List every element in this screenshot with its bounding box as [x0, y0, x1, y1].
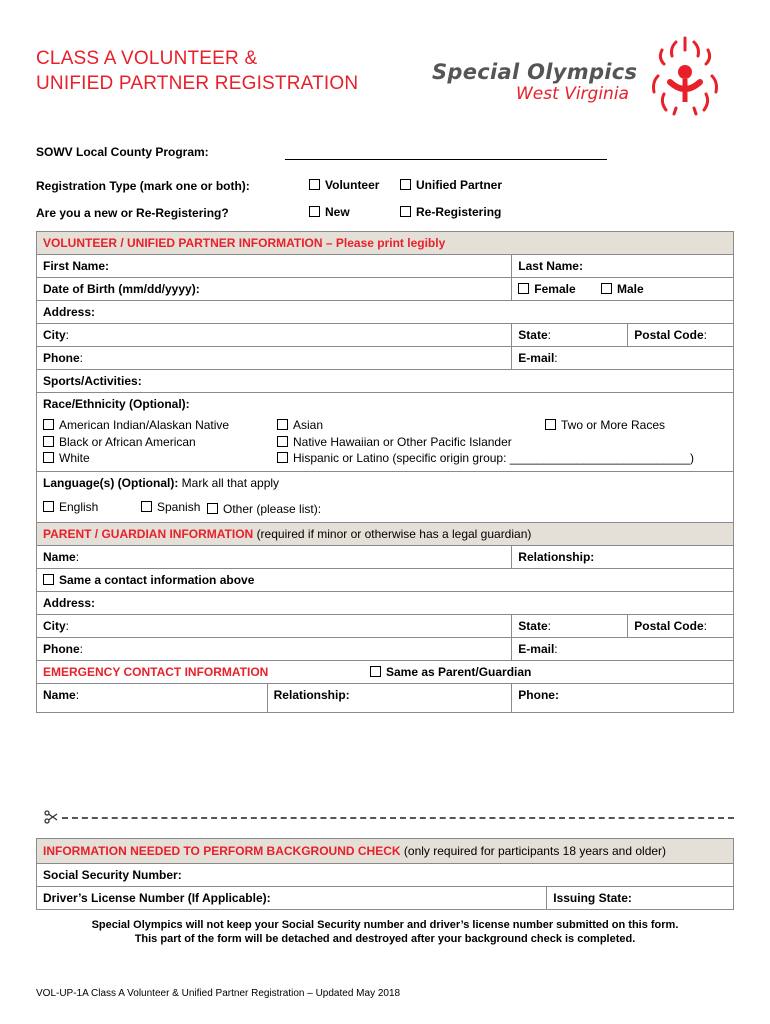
- female-label: Female: [534, 282, 576, 296]
- registration-type-label: Registration Type (mark one or both):: [36, 179, 250, 193]
- male-option[interactable]: [601, 282, 644, 296]
- spanish-label: Spanish: [157, 500, 201, 514]
- same-as-parent-option[interactable]: [385, 661, 734, 684]
- parent-state-postal-row: [512, 615, 734, 638]
- county-program-input[interactable]: [285, 159, 607, 160]
- parent-city-field[interactable]: City:: [37, 615, 512, 638]
- checkbox[interactable]: [545, 419, 556, 430]
- dob-field[interactable]: [37, 278, 512, 301]
- privacy-notice-line-1: Special Olympics will not keep your Social Security number and driver’s license number submitted on this form.: [91, 919, 679, 931]
- background-check-table: [36, 838, 734, 910]
- special-olympics-emblem-icon: [650, 36, 720, 116]
- race-ethnicity-section: [37, 393, 734, 472]
- male-label: Male: [616, 282, 644, 296]
- email-field[interactable]: E-mail:: [512, 347, 734, 370]
- privacy-notice-line-2: This part of the form will be detached and destroyed after your background check is completed.: [134, 933, 636, 945]
- checkbox[interactable]: [43, 452, 54, 463]
- parent-email-field[interactable]: E-mail:: [512, 638, 734, 661]
- language-section: [37, 472, 734, 523]
- state-label: State: [518, 328, 548, 342]
- background-check-header: [37, 839, 734, 864]
- parent-address-field[interactable]: [37, 592, 734, 615]
- cut-line: [44, 809, 734, 823]
- emergency-name-label: Name: [43, 688, 76, 702]
- parent-phone-field[interactable]: Phone:: [37, 638, 512, 661]
- logo-text-west-virginia: West Virginia: [516, 84, 629, 104]
- same-contact-option[interactable]: [37, 569, 734, 592]
- parent-name-label: Name: [43, 550, 76, 564]
- checkbox[interactable]: [43, 436, 54, 447]
- volunteer-info-header: VOLUNTEER / UNIFIED PARTNER INFORMATION – Please print legibly: [37, 232, 734, 255]
- volunteer-checkbox[interactable]: [309, 179, 320, 190]
- parent-postal-code-field[interactable]: Postal Code:: [634, 619, 707, 633]
- parent-guardian-title: PARENT / GUARDIAN INFORMATION: [43, 527, 254, 541]
- form-footer: VOL-UP-1A Class A Volunteer & Unified Partner Registration – Updated May 2018: [36, 988, 401, 999]
- english-checkbox[interactable]: [43, 501, 54, 512]
- parent-phone-label: Phone: [43, 642, 80, 656]
- registration-table: [36, 231, 734, 713]
- race-american-indian-option[interactable]: [43, 417, 229, 434]
- checkbox[interactable]: [43, 419, 54, 430]
- new-option[interactable]: [309, 205, 350, 219]
- new-checkbox[interactable]: [309, 206, 320, 217]
- re-registering-option[interactable]: [400, 205, 501, 219]
- parent-name-field[interactable]: Name:: [37, 546, 512, 569]
- same-contact-label: Same a contact information above: [59, 573, 255, 587]
- city-label: City: [43, 328, 66, 342]
- parent-postal-code-label: Postal Code: [634, 619, 704, 633]
- unified-partner-checkbox[interactable]: [400, 179, 411, 190]
- checkbox[interactable]: [277, 436, 288, 447]
- privacy-notice: [36, 918, 734, 946]
- drivers-license-field[interactable]: [37, 887, 547, 910]
- first-name-label: First Name:: [43, 259, 110, 273]
- emergency-name-field[interactable]: Name:: [37, 684, 268, 713]
- dashed-divider: [62, 817, 734, 819]
- other-language-option[interactable]: [207, 502, 321, 516]
- issuing-state-field[interactable]: [547, 887, 734, 910]
- volunteer-option[interactable]: [309, 178, 379, 192]
- emergency-phone-label: Phone:: [518, 688, 559, 702]
- new-label: New: [325, 205, 350, 219]
- first-name-field[interactable]: [37, 255, 512, 278]
- checkbox[interactable]: [277, 419, 288, 430]
- same-as-parent-checkbox[interactable]: [370, 666, 381, 677]
- unified-partner-option[interactable]: [400, 178, 502, 192]
- english-label: English: [59, 500, 99, 514]
- gender-field: [512, 278, 734, 301]
- volunteer-label: Volunteer: [325, 178, 380, 192]
- female-option[interactable]: [518, 282, 575, 296]
- postal-code-field[interactable]: Postal Code:: [634, 328, 707, 342]
- background-check-title: INFORMATION NEEDED TO PERFORM BACKGROUND CHECK: [43, 844, 401, 858]
- phone-label: Phone: [43, 351, 80, 365]
- ssn-field[interactable]: [37, 864, 734, 887]
- same-contact-checkbox[interactable]: [43, 574, 54, 585]
- race-ethnicity-label: Race/Ethnicity (Optional):: [43, 397, 190, 411]
- drivers-license-label: Driver’s License Number (If Applicable):: [43, 891, 271, 905]
- new-or-re-label: Are you a new or Re-Registering?: [36, 206, 229, 220]
- parent-guardian-note: (required if minor or otherwise has a legal guardian): [256, 527, 532, 541]
- race-hispanic-option[interactable]: [277, 450, 694, 467]
- address-label: Address:: [43, 305, 96, 319]
- logo-text-special-olympics: Special Olympics: [432, 60, 638, 84]
- checkbox[interactable]: [277, 452, 288, 463]
- title-line-2: UNIFIED PARTNER REGISTRATION: [36, 73, 359, 94]
- race-white-label: White: [59, 451, 90, 465]
- race-two-or-more-option[interactable]: [545, 417, 665, 434]
- race-asian-label: Asian: [293, 418, 324, 432]
- dob-label: Date of Birth (mm/dd/yyyy):: [43, 282, 200, 296]
- sports-activities-field[interactable]: [37, 370, 734, 393]
- english-option[interactable]: [43, 500, 98, 514]
- form-title: [36, 46, 358, 96]
- female-checkbox[interactable]: [518, 283, 529, 294]
- email-label: E-mail: [518, 351, 555, 365]
- scissors-icon: [44, 810, 58, 824]
- county-program-label: SOWV Local County Program:: [36, 145, 209, 159]
- emergency-relationship-label: Relationship:: [273, 688, 350, 702]
- parent-address-label: Address:: [43, 596, 96, 610]
- other-language-checkbox[interactable]: [207, 503, 218, 514]
- phone-field[interactable]: Phone:: [37, 347, 512, 370]
- re-registering-checkbox[interactable]: [400, 206, 411, 217]
- language-label: Language(s) (Optional):: [43, 476, 179, 490]
- parent-relationship-field[interactable]: [512, 546, 734, 569]
- spanish-option[interactable]: [141, 500, 200, 514]
- sports-activities-label: Sports/Activities:: [43, 374, 142, 388]
- language-note: Mark all that apply: [181, 476, 280, 490]
- race-hawaiian-option[interactable]: [277, 434, 694, 451]
- parent-relationship-label: Relationship:: [518, 550, 595, 564]
- other-language-label: Other (please list):: [223, 502, 322, 516]
- parent-city-label: City: [43, 619, 66, 633]
- race-hawaiian-label: Native Hawaiian or Other Pacific Islander: [293, 434, 512, 449]
- spanish-checkbox[interactable]: [141, 501, 152, 512]
- parent-state-label: State: [518, 619, 548, 633]
- state-field[interactable]: State:: [512, 324, 628, 346]
- emergency-header: [37, 661, 394, 684]
- emergency-title: EMERGENCY CONTACT INFORMATION: [43, 665, 269, 679]
- race-white-option[interactable]: [43, 450, 229, 467]
- city-field[interactable]: City:: [37, 324, 512, 347]
- ssn-label: Social Security Number:: [43, 868, 182, 882]
- race-black-option[interactable]: [43, 434, 229, 451]
- race-american-indian-label: American Indian/Alaskan Native: [59, 418, 230, 432]
- race-black-label: Black or African American: [59, 434, 196, 449]
- parent-state-field[interactable]: State:: [512, 615, 628, 637]
- unified-partner-label: Unified Partner: [416, 178, 503, 192]
- emergency-phone-field[interactable]: [512, 684, 734, 713]
- last-name-field[interactable]: [512, 255, 734, 278]
- race-hispanic-label: Hispanic or Latino (specific origin group: ___________________________): [293, 451, 694, 465]
- male-checkbox[interactable]: [601, 283, 612, 294]
- title-line-1: CLASS A VOLUNTEER &: [36, 48, 258, 69]
- race-two-or-more-label: Two or More Races: [561, 418, 666, 432]
- parent-email-label: E-mail: [518, 642, 555, 656]
- parent-guardian-header: [37, 523, 734, 546]
- same-as-parent-label: Same as Parent/Guardian: [385, 665, 532, 679]
- re-registering-label: Re-Registering: [416, 205, 502, 219]
- background-check-note: (only required for participants 18 years and older): [403, 844, 667, 858]
- last-name-label: Last Name:: [518, 259, 583, 273]
- emergency-relationship-field[interactable]: [267, 684, 512, 713]
- state-postal-row: [512, 324, 734, 347]
- issuing-state-label: Issuing State:: [553, 891, 632, 905]
- special-olympics-logo: [428, 36, 734, 116]
- address-field[interactable]: [37, 301, 734, 324]
- postal-code-label: Postal Code: [634, 328, 704, 342]
